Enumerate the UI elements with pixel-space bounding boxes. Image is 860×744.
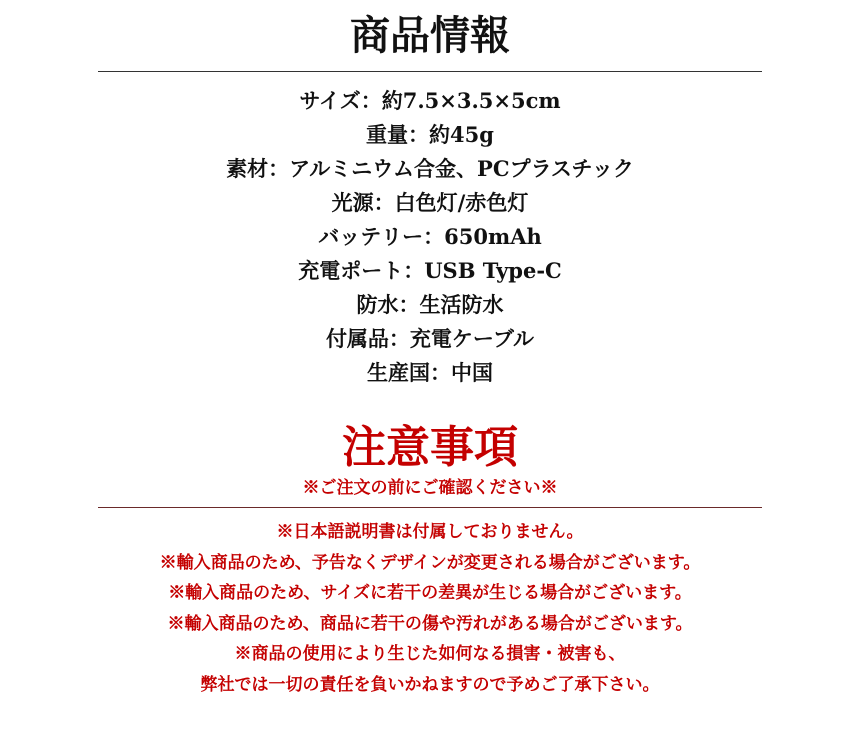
notice-item-liability-line2: 弊社では一切の責任を負いかねますので予めご了承下さい。 [200,674,660,695]
spec-material: 素材：アルミニウム合金、PCプラスチック [226,156,634,181]
spec-size: サイズ：約7.5×3.5×5cm [299,88,561,113]
notice-item-manual: ※日本語説明書は付属しておりません。 [276,522,584,542]
spec-charging-port: 充電ポート：USB Type-C [298,258,562,283]
notice-subtitle: ※ご注文の前にご確認ください※ [302,478,558,498]
spec-country-of-origin: 生産国：中国 [367,360,493,385]
spec-weight: 重量：約45g [366,122,494,147]
spec-accessories: 付属品：充電ケーブル [325,326,535,351]
product-info-divider [98,71,762,72]
notice-item-liability-line1: ※商品の使用により生じた如何なる損害・被害も、 [234,644,626,664]
spec-battery: バッテリー：650mAh [318,224,542,249]
notice-divider [98,507,762,508]
spec-waterproof: 防水：生活防水 [356,292,504,317]
notice-item-size-variance: ※輸入商品のため、サイズに若干の差異が生じる場合がございます。 [168,583,692,603]
notice-item-design-change: ※輸入商品のため、予告なくデザインが変更される場合がございます。 [159,552,701,573]
notice-title: 注意事項 [342,422,518,473]
product-info-title: 商品情報 [350,12,510,59]
spec-list [0,84,860,390]
notice-list [0,517,860,700]
spec-light-source: 光源：白色灯/赤色灯 [331,190,529,215]
notice-item-scratches: ※輸入商品のため、商品に若干の傷や汚れがある場合がございます。 [167,613,693,634]
